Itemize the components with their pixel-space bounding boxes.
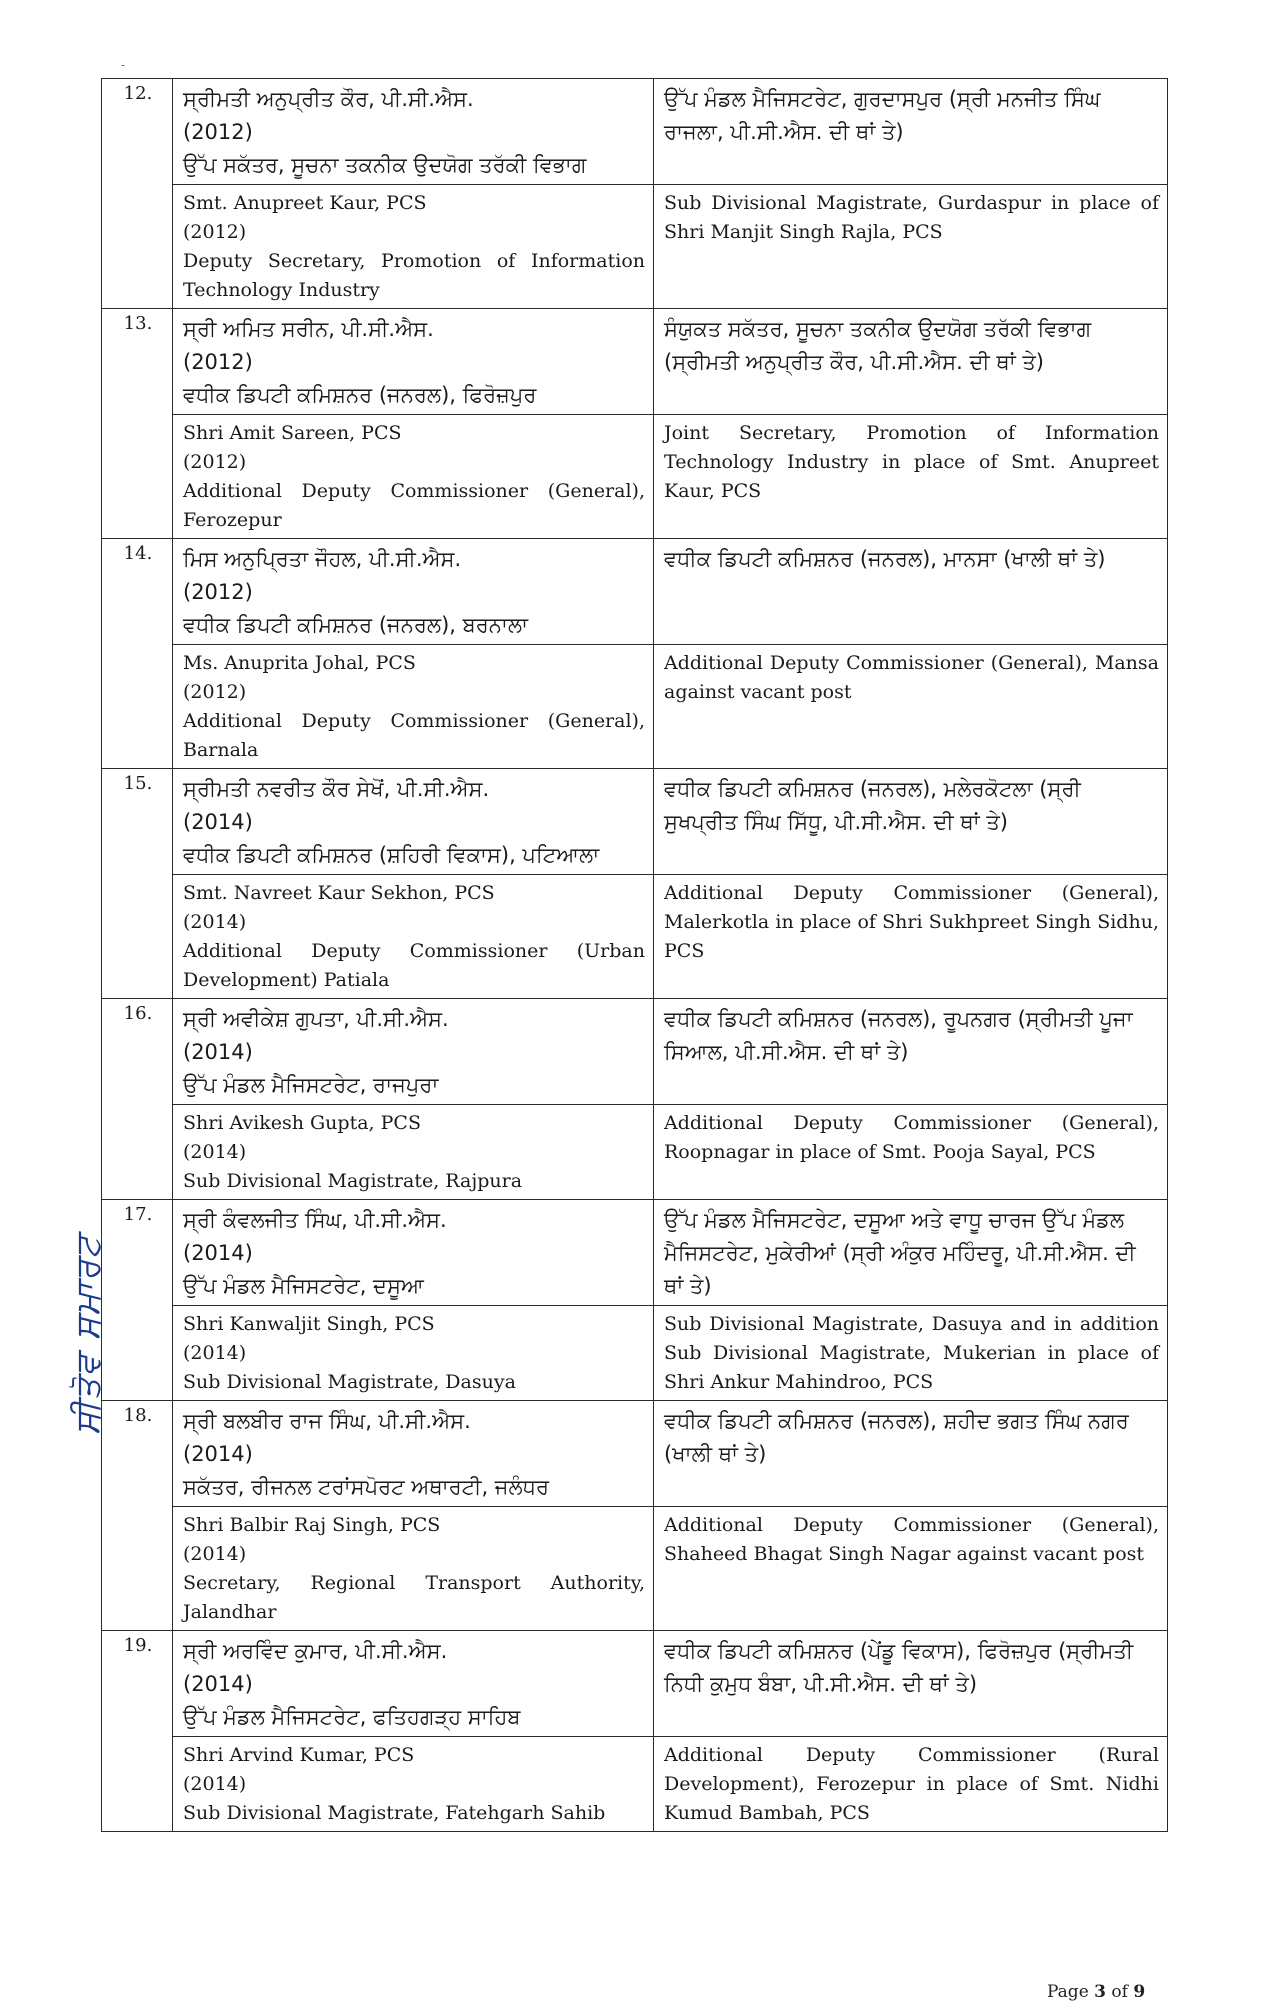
officer-name-punjabi: ਸ੍ਰੀ ਅਵੀਕੇਸ਼ ਗੁਪਤਾ, ਪੀ.ਸੀ.ਐਸ. — [183, 1007, 449, 1031]
current-post-punjabi: ਵਧੀਕ ਡਿਪਟੀ ਕਮਿਸ਼ਨਰ (ਸ਼ਹਿਰੀ ਵਿਕਾਸ), ਪਟਿਆਲਾ — [183, 843, 600, 867]
officer-name-english: Shri Avikesh Gupta, PCS — [183, 1112, 421, 1134]
new-posting-english: Sub Divisional Magistrate, Gurdaspur in place of Shri Manjit Singh Rajla, PCS — [664, 192, 1159, 243]
officer-cell-english — [173, 1105, 654, 1200]
entry-row-english — [102, 1507, 1168, 1631]
current-post-punjabi: ਉੱਪ ਮੰਡਲ ਮੈਜਿਸਟਰੇਟ, ਫਤਿਹਗੜ੍ਹ ਸਾਹਿਬ — [183, 1705, 521, 1729]
current-post-english: Additional Deputy Commissioner (Urban Development) Patiala — [183, 940, 645, 991]
officer-name-english: Smt. Navreet Kaur Sekhon, PCS — [183, 882, 495, 904]
new-posting-cell-english — [654, 1306, 1168, 1401]
officer-cell-punjabi — [173, 1200, 654, 1306]
entry-row-english — [102, 645, 1168, 769]
new-posting-cell-english — [654, 1105, 1168, 1200]
new-posting-english: Additional Deputy Commissioner (Rural Development), Ferozepur in place of Smt. Nidhi Kumud Bambah, PCS — [664, 1744, 1159, 1824]
current-post-english: Sub Divisional Magistrate, Dasuya — [183, 1371, 516, 1393]
officer-name-punjabi: ਮਿਸ ਅਨੁਪ੍ਰਿਤਾ ਜੌਹਲ, ਪੀ.ਸੀ.ਐਸ. — [183, 547, 462, 571]
officer-name-punjabi: ਸ੍ਰੀਮਤੀ ਨਵਰੀਤ ਕੌਰ ਸੇਖੋਂ, ਪੀ.ਸੀ.ਐਸ. — [183, 777, 490, 801]
page-current: 3 — [1094, 1982, 1107, 2002]
serial-number: 16. — [102, 999, 173, 1200]
officer-cell-punjabi — [173, 1631, 654, 1737]
officer-name-punjabi: ਸ੍ਰੀ ਕੰਵਲਜੀਤ ਸਿੰਘ, ਪੀ.ਸੀ.ਐਸ. — [183, 1208, 447, 1232]
entry-row-punjabi — [102, 999, 1168, 1105]
entry-row-english — [102, 415, 1168, 539]
new-posting-punjabi: ਵਧੀਕ ਡਿਪਟੀ ਕਮਿਸ਼ਨਰ (ਜਨਰਲ), ਮਲੇਰਕੋਟਲਾ (ਸ੍ਰੀ ਸੁਖਪ੍ਰੀਤ ਸਿੰਘ ਸਿੱਧੂ, ਪੀ.ਸੀ.ਐਸ. ਦੀ ਥਾਂ ਤੇ) — [664, 777, 1081, 834]
batch-year-english: (2012) — [183, 451, 247, 473]
new-posting-punjabi: ਉੱਪ ਮੰਡਲ ਮੈਜਿਸਟਰੇਟ, ਗੁਰਦਾਸਪੁਰ (ਸ੍ਰੀ ਮਨਜੀਤ ਸਿੰਘ ਰਾਜਲਾ, ਪੀ.ਸੀ.ਐਸ. ਦੀ ਥਾਂ ਤੇ) — [664, 87, 1101, 144]
entry-row-punjabi — [102, 1200, 1168, 1306]
officer-cell-english — [173, 185, 654, 309]
serial-number: 15. — [102, 769, 173, 999]
new-posting-cell-punjabi — [654, 1200, 1168, 1306]
batch-year-punjabi: (2014) — [183, 1241, 253, 1265]
officer-name-punjabi: ਸ੍ਰੀਮਤੀ ਅਨੁਪ੍ਰੀਤ ਕੌਰ, ਪੀ.ਸੀ.ਐਸ. — [183, 87, 474, 111]
new-posting-english: Additional Deputy Commissioner (General), Roopnagar in place of Smt. Pooja Sayal, PCS — [664, 1112, 1159, 1163]
new-posting-cell-punjabi — [654, 769, 1168, 875]
officer-cell-english — [173, 645, 654, 769]
officer-cell-punjabi — [173, 79, 654, 185]
current-post-english: Secretary, Regional Transport Authority, Jalandhar — [183, 1572, 645, 1623]
entry-row-punjabi — [102, 309, 1168, 415]
new-posting-cell-english — [654, 1737, 1168, 1832]
batch-year-english: (2014) — [183, 1141, 247, 1163]
entry-row-punjabi — [102, 1631, 1168, 1737]
officer-cell-english — [173, 875, 654, 999]
officer-name-english: Shri Arvind Kumar, PCS — [183, 1744, 415, 1766]
officer-name-english: Smt. Anupreet Kaur, PCS — [183, 192, 427, 214]
officer-cell-punjabi — [173, 999, 654, 1105]
new-posting-cell-punjabi — [654, 539, 1168, 645]
new-posting-cell-punjabi — [654, 309, 1168, 415]
current-post-english: Additional Deputy Commissioner (General), Ferozepur — [183, 480, 645, 531]
batch-year-punjabi: (2012) — [183, 120, 253, 144]
officer-cell-english — [173, 1737, 654, 1832]
officer-cell-english — [173, 1507, 654, 1631]
batch-year-punjabi: (2014) — [183, 810, 253, 834]
entry-row-english — [102, 1105, 1168, 1200]
entry-row-punjabi — [102, 539, 1168, 645]
entry-row-english — [102, 875, 1168, 999]
batch-year-punjabi: (2014) — [183, 1672, 253, 1696]
batch-year-english: (2014) — [183, 1773, 247, 1795]
officer-cell-english — [173, 1306, 654, 1401]
officer-cell-english — [173, 415, 654, 539]
officer-name-punjabi: ਸ੍ਰੀ ਅਰਵਿੰਦ ਕੁਮਾਰ, ਪੀ.ਸੀ.ਐਸ. — [183, 1639, 448, 1663]
serial-number: 19. — [102, 1631, 173, 1832]
officer-name-punjabi: ਸ੍ਰੀ ਬਲਬੀਰ ਰਾਜ ਸਿੰਘ, ਪੀ.ਸੀ.ਐਸ. — [183, 1409, 471, 1433]
new-posting-cell-english — [654, 645, 1168, 769]
serial-number: 12. — [102, 79, 173, 309]
entry-row-punjabi — [102, 79, 1168, 185]
batch-year-english: (2014) — [183, 911, 247, 933]
new-posting-punjabi: ਵਧੀਕ ਡਿਪਟੀ ਕਮਿਸ਼ਨਰ (ਪੇਂਡੂ ਵਿਕਾਸ), ਫਿਰੋਜ਼ਪੁਰ (ਸ੍ਰੀਮਤੀ ਨਿਧੀ ਕੁਮੁਧ ਬੰਬਾ, ਪੀ.ਸੀ.ਐਸ. ਦੀ ਥਾਂ ਤੇ) — [664, 1639, 1134, 1696]
serial-number: 13. — [102, 309, 173, 539]
new-posting-punjabi: ਵਧੀਕ ਡਿਪਟੀ ਕਮਿਸ਼ਨਰ (ਜਨਰਲ), ਸ਼ਹੀਦ ਭਗਤ ਸਿੰਘ ਨਗਰ (ਖਾਲੀ ਥਾਂ ਤੇ) — [664, 1409, 1129, 1466]
officer-cell-punjabi — [173, 769, 654, 875]
new-posting-cell-english — [654, 1507, 1168, 1631]
batch-year-punjabi: (2012) — [183, 580, 253, 604]
officer-name-english: Shri Amit Sareen, PCS — [183, 422, 402, 444]
new-posting-english: Sub Divisional Magistrate, Dasuya and in addition Sub Divisional Magistrate, Mukerian in place of Shri Ankur Mahindroo, PCS — [664, 1313, 1159, 1393]
new-posting-punjabi: ਸੰਯੁਕਤ ਸਕੱਤਰ, ਸੂਚਨਾ ਤਕਨੀਕ ਉਦਯੋਗ ਤਰੱਕੀ ਵਿਭਾਗ (ਸ੍ਰੀਮਤੀ ਅਨੁਪ੍ਰੀਤ ਕੌਰ, ਪੀ.ਸੀ.ਐਸ. ਦੀ ਥਾਂ ਤੇ) — [664, 317, 1092, 374]
current-post-punjabi: ਵਧੀਕ ਡਿਪਟੀ ਕਮਿਸ਼ਨਰ (ਜਨਰਲ), ਫਿਰੋਜ਼ਪੁਰ — [183, 383, 537, 407]
new-posting-cell-punjabi — [654, 79, 1168, 185]
new-posting-punjabi: ਵਧੀਕ ਡਿਪਟੀ ਕਮਿਸ਼ਨਰ (ਜਨਰਲ), ਰੂਪਨਗਰ (ਸ੍ਰੀਮਤੀ ਪੂਜਾ ਸਿਆਲ, ਪੀ.ਸੀ.ਐਸ. ਦੀ ਥਾਂ ਤੇ) — [664, 1007, 1133, 1064]
entry-row-english — [102, 1306, 1168, 1401]
margin-signature: ਸੀਤੋਵ ਸਮਾਰਟ — [68, 1234, 108, 1435]
entry-row-english — [102, 1737, 1168, 1832]
batch-year-english: (2012) — [183, 221, 247, 243]
transfer-orders-table — [101, 78, 1168, 1832]
page-number — [1047, 1982, 1145, 2002]
officer-name-english: Ms. Anuprita Johal, PCS — [183, 652, 416, 674]
current-post-punjabi: ਸਕੱਤਰ, ਰੀਜਨਲ ਟਰਾਂਸਪੋਰਟ ਅਥਾਰਟੀ, ਜਲੰਧਰ — [183, 1475, 549, 1499]
current-post-punjabi: ਵਧੀਕ ਡਿਪਟੀ ਕਮਿਸ਼ਨਰ (ਜਨਰਲ), ਬਰਨਾਲਾ — [183, 613, 529, 637]
current-post-punjabi: ਉੱਪ ਮੰਡਲ ਮੈਜਿਸਟਰੇਟ, ਦਸੂਆ — [183, 1274, 424, 1298]
new-posting-cell-punjabi — [654, 1631, 1168, 1737]
new-posting-english: Additional Deputy Commissioner (General), Shaheed Bhagat Singh Nagar against vacant post — [664, 1514, 1159, 1565]
batch-year-punjabi: (2014) — [183, 1040, 253, 1064]
current-post-punjabi: ਉੱਪ ਸਕੱਤਰ, ਸੂਚਨਾ ਤਕਨੀਕ ਉਦਯੋਗ ਤਰੱਕੀ ਵਿਭਾਗ — [183, 153, 587, 177]
new-posting-cell-punjabi — [654, 1401, 1168, 1507]
current-post-english: Additional Deputy Commissioner (General), Barnala — [183, 710, 645, 761]
entry-row-punjabi — [102, 1401, 1168, 1507]
new-posting-english: Additional Deputy Commissioner (General), Malerkotla in place of Shri Sukhpreet Singh Sidhu, PCS — [664, 882, 1159, 962]
new-posting-cell-english — [654, 875, 1168, 999]
page-word: Page — [1047, 1982, 1089, 2002]
serial-number: 18. — [102, 1401, 173, 1631]
batch-year-english: (2012) — [183, 681, 247, 703]
current-post-english: Deputy Secretary, Promotion of Information Technology Industry — [183, 250, 645, 301]
new-posting-punjabi: ਵਧੀਕ ਡਿਪਟੀ ਕਮਿਸ਼ਨਰ (ਜਨਰਲ), ਮਾਨਸਾ (ਖਾਲੀ ਥਾਂ ਤੇ) — [664, 547, 1106, 571]
new-posting-english: Additional Deputy Commissioner (General), Mansa against vacant post — [664, 652, 1159, 703]
new-posting-cell-punjabi — [654, 999, 1168, 1105]
serial-number: 14. — [102, 539, 173, 769]
serial-number: 17. — [102, 1200, 173, 1401]
officer-cell-punjabi — [173, 309, 654, 415]
batch-year-punjabi: (2012) — [183, 350, 253, 374]
new-posting-english: Joint Secretary, Promotion of Information Technology Industry in place of Smt. Anupreet Kaur, PCS — [664, 422, 1159, 502]
batch-year-english: (2014) — [183, 1342, 247, 1364]
current-post-punjabi: ਉੱਪ ਮੰਡਲ ਮੈਜਿਸਟਰੇਟ, ਰਾਜਪੁਰਾ — [183, 1073, 439, 1097]
batch-year-english: (2014) — [183, 1543, 247, 1565]
officer-name-punjabi: ਸ੍ਰੀ ਅਮਿਤ ਸਰੀਨ, ਪੀ.ਸੀ.ਐਸ. — [183, 317, 434, 341]
entry-row-punjabi — [102, 769, 1168, 875]
batch-year-punjabi: (2014) — [183, 1442, 253, 1466]
current-post-english: Sub Divisional Magistrate, Fatehgarh Sahib — [183, 1802, 606, 1824]
handwritten-margin-note — [28, 1234, 108, 1435]
current-post-english: Sub Divisional Magistrate, Rajpura — [183, 1170, 523, 1192]
new-posting-cell-english — [654, 185, 1168, 309]
table-body — [102, 79, 1168, 1832]
new-posting-cell-english — [654, 415, 1168, 539]
entry-row-english — [102, 185, 1168, 309]
officer-name-english: Shri Balbir Raj Singh, PCS — [183, 1514, 441, 1536]
new-posting-punjabi: ਉੱਪ ਮੰਡਲ ਮੈਜਿਸਟਰੇਟ, ਦਸੂਆ ਅਤੇ ਵਾਧੂ ਚਾਰਜ ਉੱਪ ਮੰਡਲ ਮੈਜਿਸਟਰੇਟ, ਮੁਕੇਰੀਆਂ (ਸ੍ਰੀ ਅੰਕੁਰ ਮਹਿੰਦਰੂ, ਪੀ.ਸੀ.ਐਸ. ਦੀ ਥਾਂ ਤੇ) — [664, 1208, 1136, 1298]
page-of: of — [1111, 1982, 1128, 2002]
officer-cell-punjabi — [173, 1401, 654, 1507]
officer-cell-punjabi — [173, 539, 654, 645]
officer-name-english: Shri Kanwaljit Singh, PCS — [183, 1313, 435, 1335]
corner-mark: - — [121, 58, 126, 72]
page-total: 9 — [1133, 1982, 1146, 2002]
